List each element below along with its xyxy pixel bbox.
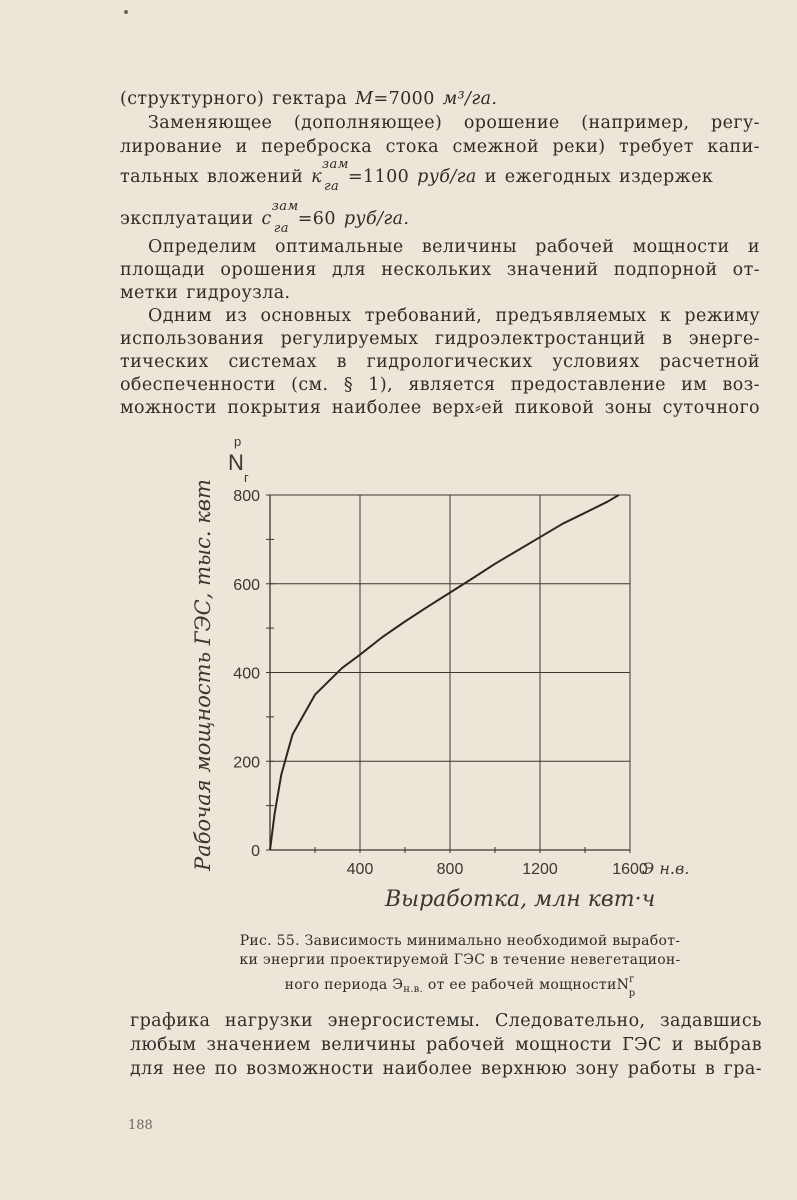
y-tick-label-4: 800 [233,488,260,505]
text-line-7: площади орошения для нескольких значений подпорной от- [120,260,760,280]
text-line-2: Заменяющее (дополняющее) орошение (например, регу- [148,113,760,133]
text-line-9: Одним из основных требований, предъявляемых к режиму [148,306,760,326]
y-axis-title: Рабочая мощность ГЭС, тыс. квт [191,479,215,871]
text-line-13: можности покрытия наиболее верх⸗ей пиковой зоны суточного [120,398,760,418]
text-line-3: лирование и переброска стока смежной реки) требует капи- [120,137,760,157]
text-after-2: любым значением величины рабочей мощности ГЭС и выбрав [130,1035,762,1055]
text-line-6: Определим оптимальные величины рабочей мощности и [148,237,760,257]
chart-grid [270,495,630,850]
figure-caption-line-2: ки энергии проектируемой ГЭС в течение невегетацион- [239,952,681,968]
figure-caption-line-3: ного периода $Э_{н.в.}$ от ее рабочей мощностиN$^г_р$ [284,974,636,999]
chart-svg [160,430,760,920]
y-axis-symbol-sub: г [244,470,249,485]
y-tick-label-3: 600 [233,576,260,594]
figure-caption-line-1: Рис. 55. Зависимость минимально необходимой выработ- [239,933,681,949]
text-line-10: использования регулируемых гидроэлектростанций в энерге- [120,329,760,349]
figure-55 [160,430,760,920]
text-line-1: (структурного) гектара M=7000 м³/га. [120,89,498,109]
x-tick-label-2: 1200 [522,861,558,878]
y-tick-label-1: 200 [233,754,260,772]
x-tick-label-1: 800 [436,861,464,878]
text-line-11: тических системах в гидрологических условиях расчетной [120,352,760,372]
x-tick-label-3: 1600 [612,861,648,878]
text-after-3: для нее по возможности наиболее верхнюю зону работы в гра- [130,1059,762,1079]
x-tick-label-0: 400 [346,861,374,878]
text-line-12: обеспеченности (см. § 1), является предоставление им воз- [120,375,760,395]
y-tick-label-2: 400 [233,665,260,683]
y-axis-symbol: N [228,450,244,475]
x-axis-symbol: Э н.в. [642,859,690,878]
text-line-5: эксплуатации с зам га =60 руб/га. [120,199,410,236]
y-axis-symbol-sup: p [234,434,242,449]
text-after-1: графика нагрузки энергосистемы. Следовательно, задавшись [130,1011,762,1031]
chart-ticks [266,495,630,853]
x-axis-title: Выработка, млн квт·ч [385,887,656,912]
y-tick-label-0: 0 [251,843,260,860]
page-number: 188 [128,1118,153,1133]
page-speck [124,10,128,14]
text-line-8: метки гидроузла. [120,283,291,303]
text-line-4: тальных вложений к зам га =1100 руб/га и ежегодных издержек [120,157,714,194]
